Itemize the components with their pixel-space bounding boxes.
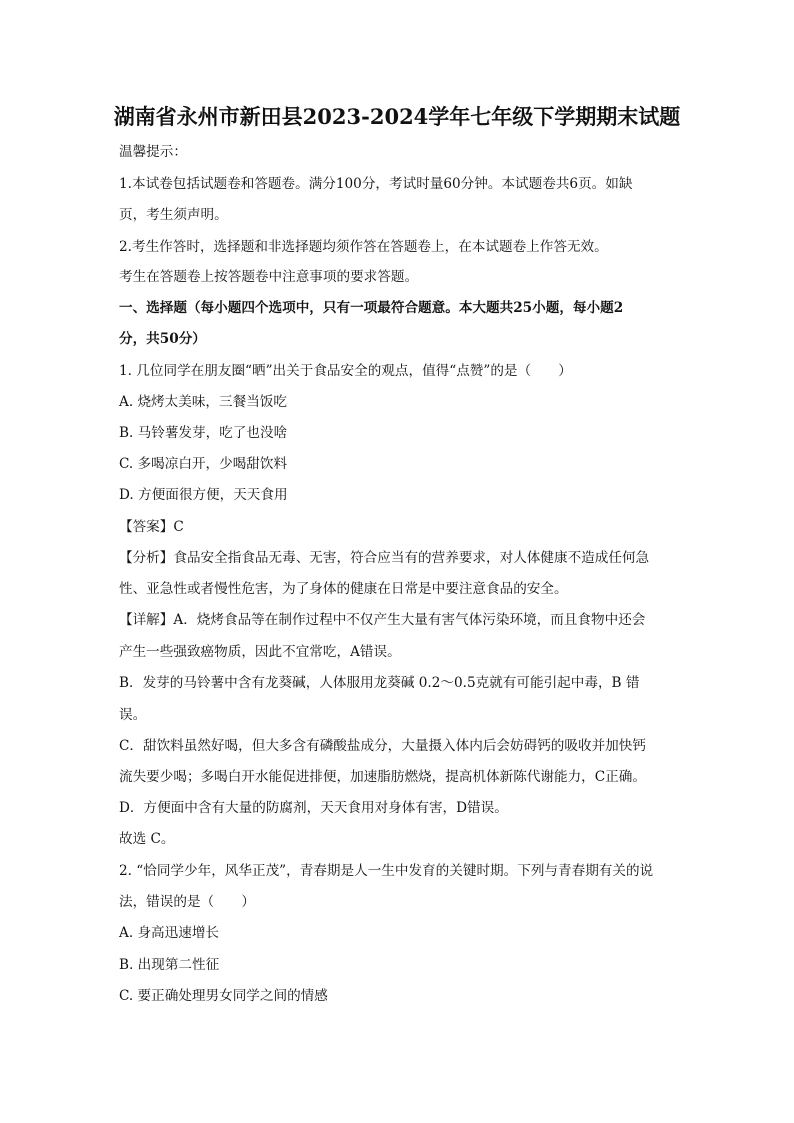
question-1-conclusion: 故选 C。: [119, 831, 175, 847]
detail-c-line-1: C．甜饮料虽然好喝，但大多含有磷酸盐成分，大量摄入体内后会妨碍钙的吸收并加快钙: [119, 738, 646, 754]
analysis-line-1: 【分析】食品安全指食品无毒、无害，符合应当有的营养要求，对人体健康不造成任何急: [119, 550, 650, 566]
tip-3: 考生在答题卷上按答题卷中注意事项的要求答题。: [119, 269, 419, 285]
question-1-answer: 【答案】C: [119, 519, 184, 535]
question-2-option-c: C. 要正确处理男女同学之间的情感: [119, 988, 328, 1004]
tip-2: 2.考生作答时，选择题和非选择题均须作答在答题卷上，在本试题卷上作答无效。: [119, 239, 608, 255]
question-1-stem: 1. 几位同学在朋友圈“晒”出关于食品安全的观点，值得“点赞”的是（ ）: [119, 363, 572, 379]
question-1-option-a: A. 烧烤太美味，三餐当饭吃: [119, 394, 287, 410]
tips-heading: 温馨提示：: [119, 144, 187, 160]
detail-a-line-2: 产生一些强致癌物质，因此不宜常吃，A错误。: [119, 644, 401, 660]
question-2-option-a: A. 身高迅速增长: [119, 925, 220, 941]
question-2-stem-line-1: 2. “恰同学少年，风华正茂”，青春期是人一生中发育的关键时期。下列与青春期有关的说: [119, 863, 654, 879]
question-1-option-d: D. 方便面很方便，天天食用: [119, 487, 288, 503]
question-2-option-b: B. 出现第二性征: [119, 957, 220, 973]
tip-1-line-2: 页，考生须声明。: [119, 207, 228, 223]
section-heading-line-1: 一、选择题（每小题四个选项中，只有一项最符合题意。本大题共25小题，每小题2: [119, 300, 624, 316]
detail-d: D．方便面中含有大量的防腐剂，天天食用对身体有害，D错误。: [119, 800, 508, 816]
analysis-line-2: 性、亚急性或者慢性危害，为了身体的健康在日常是中要注意食品的安全。: [119, 581, 568, 597]
detail-a-line-1: 【详解】A．烧烤食品等在制作过程中不仅产生大量有害气体污染环境，而且食物中还会: [119, 612, 646, 628]
section-heading-line-2: 分，共50分）: [119, 331, 206, 347]
detail-c-line-2: 流失要少喝；多喝白开水能促进排便，加速脂肪燃烧，提高机体新陈代谢能力，C正确。: [119, 769, 646, 785]
tip-1-line-1: 1.本试卷包括试题卷和答题卷。满分100分，考试时量60分钟。本试题卷共6页。如缺: [119, 176, 633, 192]
page-title: 湖南省永州市新田县2023-2024学年七年级下学期期末试题: [113, 104, 681, 129]
detail-b-line-1: B．发芽的马铃薯中含有龙葵碱，人体服用龙葵碱 0.2～0.5克就有可能引起中毒，B 错: [119, 675, 640, 691]
question-1-option-b: B. 马铃薯发芽，吃了也没啥: [119, 425, 288, 441]
detail-b-line-2: 误。: [119, 707, 147, 723]
question-1-option-c: C. 多喝凉白开，少喝甜饮料: [119, 456, 288, 472]
question-2-stem-line-2: 法，错误的是（ ）: [119, 894, 255, 910]
